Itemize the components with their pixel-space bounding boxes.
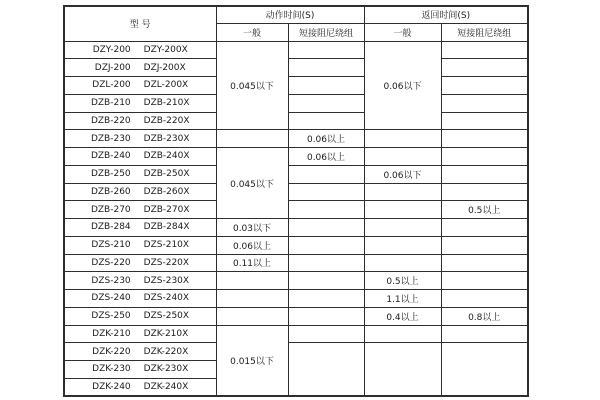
- model-name-right: DZL-200X: [143, 80, 189, 91]
- model-name-left: DZB-270: [90, 204, 131, 215]
- value-cell-ret_general: [364, 183, 441, 201]
- value-cell-ret_damp: 0.8以上: [441, 307, 528, 325]
- model-name-left: DZB-230: [90, 133, 131, 144]
- table-row: [64, 130, 528, 148]
- model-cell: [64, 307, 216, 325]
- model-name-right: DZK-240X: [143, 381, 189, 392]
- value-cell-ret_damp: [441, 219, 528, 237]
- header-model: 型 号: [64, 6, 216, 41]
- model-cell: [64, 41, 216, 59]
- model-cell: [64, 272, 216, 290]
- subheader-action-damping: 短接阻尼绕组: [288, 23, 364, 41]
- model-pair: [65, 364, 216, 374]
- model-name-left: DZB-250: [90, 169, 131, 180]
- value-cell-ret_general: [364, 130, 441, 148]
- model-pair: [65, 187, 216, 197]
- model-name-left: DZS-220: [91, 257, 131, 268]
- model-cell: [64, 77, 216, 95]
- value-cell-act_damp: [288, 325, 364, 343]
- model-cell: [64, 130, 216, 148]
- table-row: [64, 219, 528, 237]
- table-row: [64, 165, 528, 183]
- spec-table-body: [64, 41, 528, 396]
- model-pair: [65, 347, 216, 357]
- table-row: [64, 343, 528, 361]
- model-name-left: DZS-240: [91, 293, 131, 304]
- model-name-right: DZK-210X: [143, 328, 189, 339]
- model-name-left: DZY-200: [92, 44, 131, 55]
- model-pair: [65, 45, 216, 55]
- table-row: [64, 307, 528, 325]
- value-cell-ret_general: [364, 148, 441, 166]
- table-row: [64, 236, 528, 254]
- model-name-right: DZS-210X: [143, 240, 190, 251]
- model-cell: [64, 361, 216, 379]
- value-cell-act_damp: [288, 290, 364, 308]
- value-cell-act_damp: 0.06以上: [288, 130, 364, 148]
- model-name-left: DZK-210: [92, 328, 131, 339]
- model-name-right: DZB-240X: [143, 151, 190, 162]
- model-pair: [65, 329, 216, 339]
- value-cell-ret_damp: [441, 272, 528, 290]
- value-cell-ret_general: 0.5以上: [364, 272, 441, 290]
- model-cell: [64, 378, 216, 396]
- header-action-time: 动作时间(S): [216, 6, 364, 23]
- value-cell-act_damp: [288, 112, 364, 130]
- model-cell: [64, 59, 216, 77]
- value-cell-ret_damp: [441, 112, 528, 130]
- value-cell-ret_general: [364, 219, 441, 237]
- model-name-left: DZS-230: [91, 275, 131, 286]
- model-cell: [64, 201, 216, 219]
- subheader-return-general: 一般: [364, 23, 441, 41]
- table-row: [64, 325, 528, 343]
- value-cell-act_general: [216, 130, 288, 148]
- model-name-left: DZB-220: [90, 115, 131, 126]
- model-cell: [64, 290, 216, 308]
- model-name-left: DZK-240: [92, 381, 131, 392]
- model-name-left: DZB-260: [90, 186, 131, 197]
- value-cell-act_general: 0.045以下: [216, 148, 288, 219]
- value-cell-ret_damp: [441, 94, 528, 112]
- model-name-right: DZB-284X: [143, 222, 190, 233]
- value-cell-ret_damp: [441, 236, 528, 254]
- model-name-right: DZJ-200X: [143, 62, 186, 73]
- value-cell-act_damp: [288, 201, 364, 219]
- value-cell-act_damp: [288, 94, 364, 112]
- model-pair: [65, 63, 216, 73]
- value-cell-act_general: 0.03以下: [216, 219, 288, 237]
- model-cell: [64, 183, 216, 201]
- value-cell-ret_damp: [441, 41, 528, 59]
- model-name-right: DZB-230X: [143, 133, 190, 144]
- subheader-return-damping: 短接阻尼绕组: [441, 23, 528, 41]
- value-cell-ret_general: [364, 201, 441, 219]
- value-cell-ret_general: 0.06以下: [364, 165, 441, 183]
- value-cell-act_damp: [288, 219, 364, 237]
- model-pair: [65, 382, 216, 392]
- value-cell-ret_general: 1.1以上: [364, 290, 441, 308]
- model-cell: [64, 148, 216, 166]
- model-name-right: DZS-220X: [143, 257, 190, 268]
- model-name-right: DZY-200X: [143, 44, 188, 55]
- table-row: [64, 201, 528, 219]
- table-row: [64, 272, 528, 290]
- value-cell-act_damp: [288, 254, 364, 272]
- model-pair: [65, 293, 216, 303]
- value-cell-ret_damp: [441, 59, 528, 77]
- table-row: [64, 41, 528, 59]
- model-pair: [65, 98, 216, 108]
- value-cell-act_general: [216, 290, 288, 308]
- model-name-left: DZB-240: [90, 151, 131, 162]
- model-name-right: DZS-240X: [143, 293, 190, 304]
- model-pair: [65, 134, 216, 144]
- value-cell-act_damp: [288, 165, 364, 183]
- table-row: [64, 290, 528, 308]
- model-pair: [65, 169, 216, 179]
- model-name-left: DZS-210: [91, 240, 131, 251]
- model-name-right: DZB-270X: [143, 204, 190, 215]
- model-cell: [64, 94, 216, 112]
- model-pair: [65, 205, 216, 215]
- model-name-right: DZS-230X: [143, 275, 190, 286]
- value-cell-act_damp: [288, 77, 364, 95]
- model-pair: [65, 240, 216, 250]
- model-cell: [64, 343, 216, 361]
- value-cell-act_damp: [288, 236, 364, 254]
- model-name-left: DZB-284: [90, 222, 131, 233]
- value-cell-ret_damp: [441, 165, 528, 183]
- value-cell-ret_general: [364, 325, 441, 343]
- table-row: [64, 148, 528, 166]
- value-cell-ret_damp: [441, 77, 528, 95]
- value-cell-act_general: [216, 307, 288, 325]
- model-name-right: DZB-260X: [143, 186, 190, 197]
- model-pair: [65, 80, 216, 90]
- value-cell-ret_damp: [441, 343, 528, 396]
- model-cell: [64, 325, 216, 343]
- model-name-right: DZS-250X: [143, 311, 190, 322]
- value-cell-act_general: 0.06以上: [216, 236, 288, 254]
- value-cell-act_damp: [288, 343, 364, 396]
- model-pair: [65, 116, 216, 126]
- value-cell-ret_general: [364, 343, 441, 396]
- spec-table: [63, 5, 529, 397]
- value-cell-act_damp: [288, 307, 364, 325]
- value-cell-act_general: 0.045以下: [216, 41, 288, 130]
- model-name-right: DZB-220X: [143, 115, 190, 126]
- table-row: [64, 59, 528, 77]
- table-row: [64, 77, 528, 95]
- value-cell-ret_damp: [441, 290, 528, 308]
- table-row: [64, 94, 528, 112]
- value-cell-ret_damp: [441, 325, 528, 343]
- model-pair: [65, 258, 216, 268]
- value-cell-act_general: 0.11以上: [216, 254, 288, 272]
- model-name-left: DZB-210: [90, 98, 131, 109]
- model-cell: [64, 236, 216, 254]
- value-cell-act_damp: 0.06以上: [288, 148, 364, 166]
- model-name-left: DZK-230: [92, 364, 131, 375]
- model-name-left: DZJ-200: [94, 62, 131, 73]
- model-name-left: DZL-200: [92, 80, 131, 91]
- value-cell-act_damp: [288, 272, 364, 290]
- value-cell-ret_general: [364, 254, 441, 272]
- value-cell-act_damp: [288, 183, 364, 201]
- value-cell-ret_damp: 0.5以上: [441, 201, 528, 219]
- value-cell-ret_general: 0.06以下: [364, 41, 441, 130]
- value-cell-act_general: 0.015以下: [216, 325, 288, 396]
- table-row: [64, 112, 528, 130]
- model-pair: [65, 151, 216, 161]
- table-row: [64, 254, 528, 272]
- model-pair: [65, 311, 216, 321]
- value-cell-ret_damp: [441, 148, 528, 166]
- model-cell: [64, 254, 216, 272]
- value-cell-ret_general: [364, 236, 441, 254]
- value-cell-ret_damp: [441, 183, 528, 201]
- value-cell-ret_damp: [441, 130, 528, 148]
- model-pair: [65, 222, 216, 232]
- value-cell-ret_general: 0.4以上: [364, 307, 441, 325]
- header-return-time: 返回时间(S): [364, 6, 528, 23]
- model-cell: [64, 112, 216, 130]
- model-name-left: DZS-250: [91, 311, 131, 322]
- model-name-right: DZK-230X: [143, 364, 189, 375]
- value-cell-act_damp: [288, 41, 364, 59]
- value-cell-act_damp: [288, 59, 364, 77]
- model-name-right: DZB-250X: [143, 169, 190, 180]
- model-name-right: DZK-220X: [143, 346, 189, 357]
- value-cell-ret_damp: [441, 254, 528, 272]
- model-cell: [64, 219, 216, 237]
- value-cell-act_general: [216, 272, 288, 290]
- model-cell: [64, 165, 216, 183]
- model-name-right: DZB-210X: [143, 98, 190, 109]
- model-name-left: DZK-220: [92, 346, 131, 357]
- subheader-action-general: 一般: [216, 23, 288, 41]
- table-row: [64, 183, 528, 201]
- model-pair: [65, 276, 216, 286]
